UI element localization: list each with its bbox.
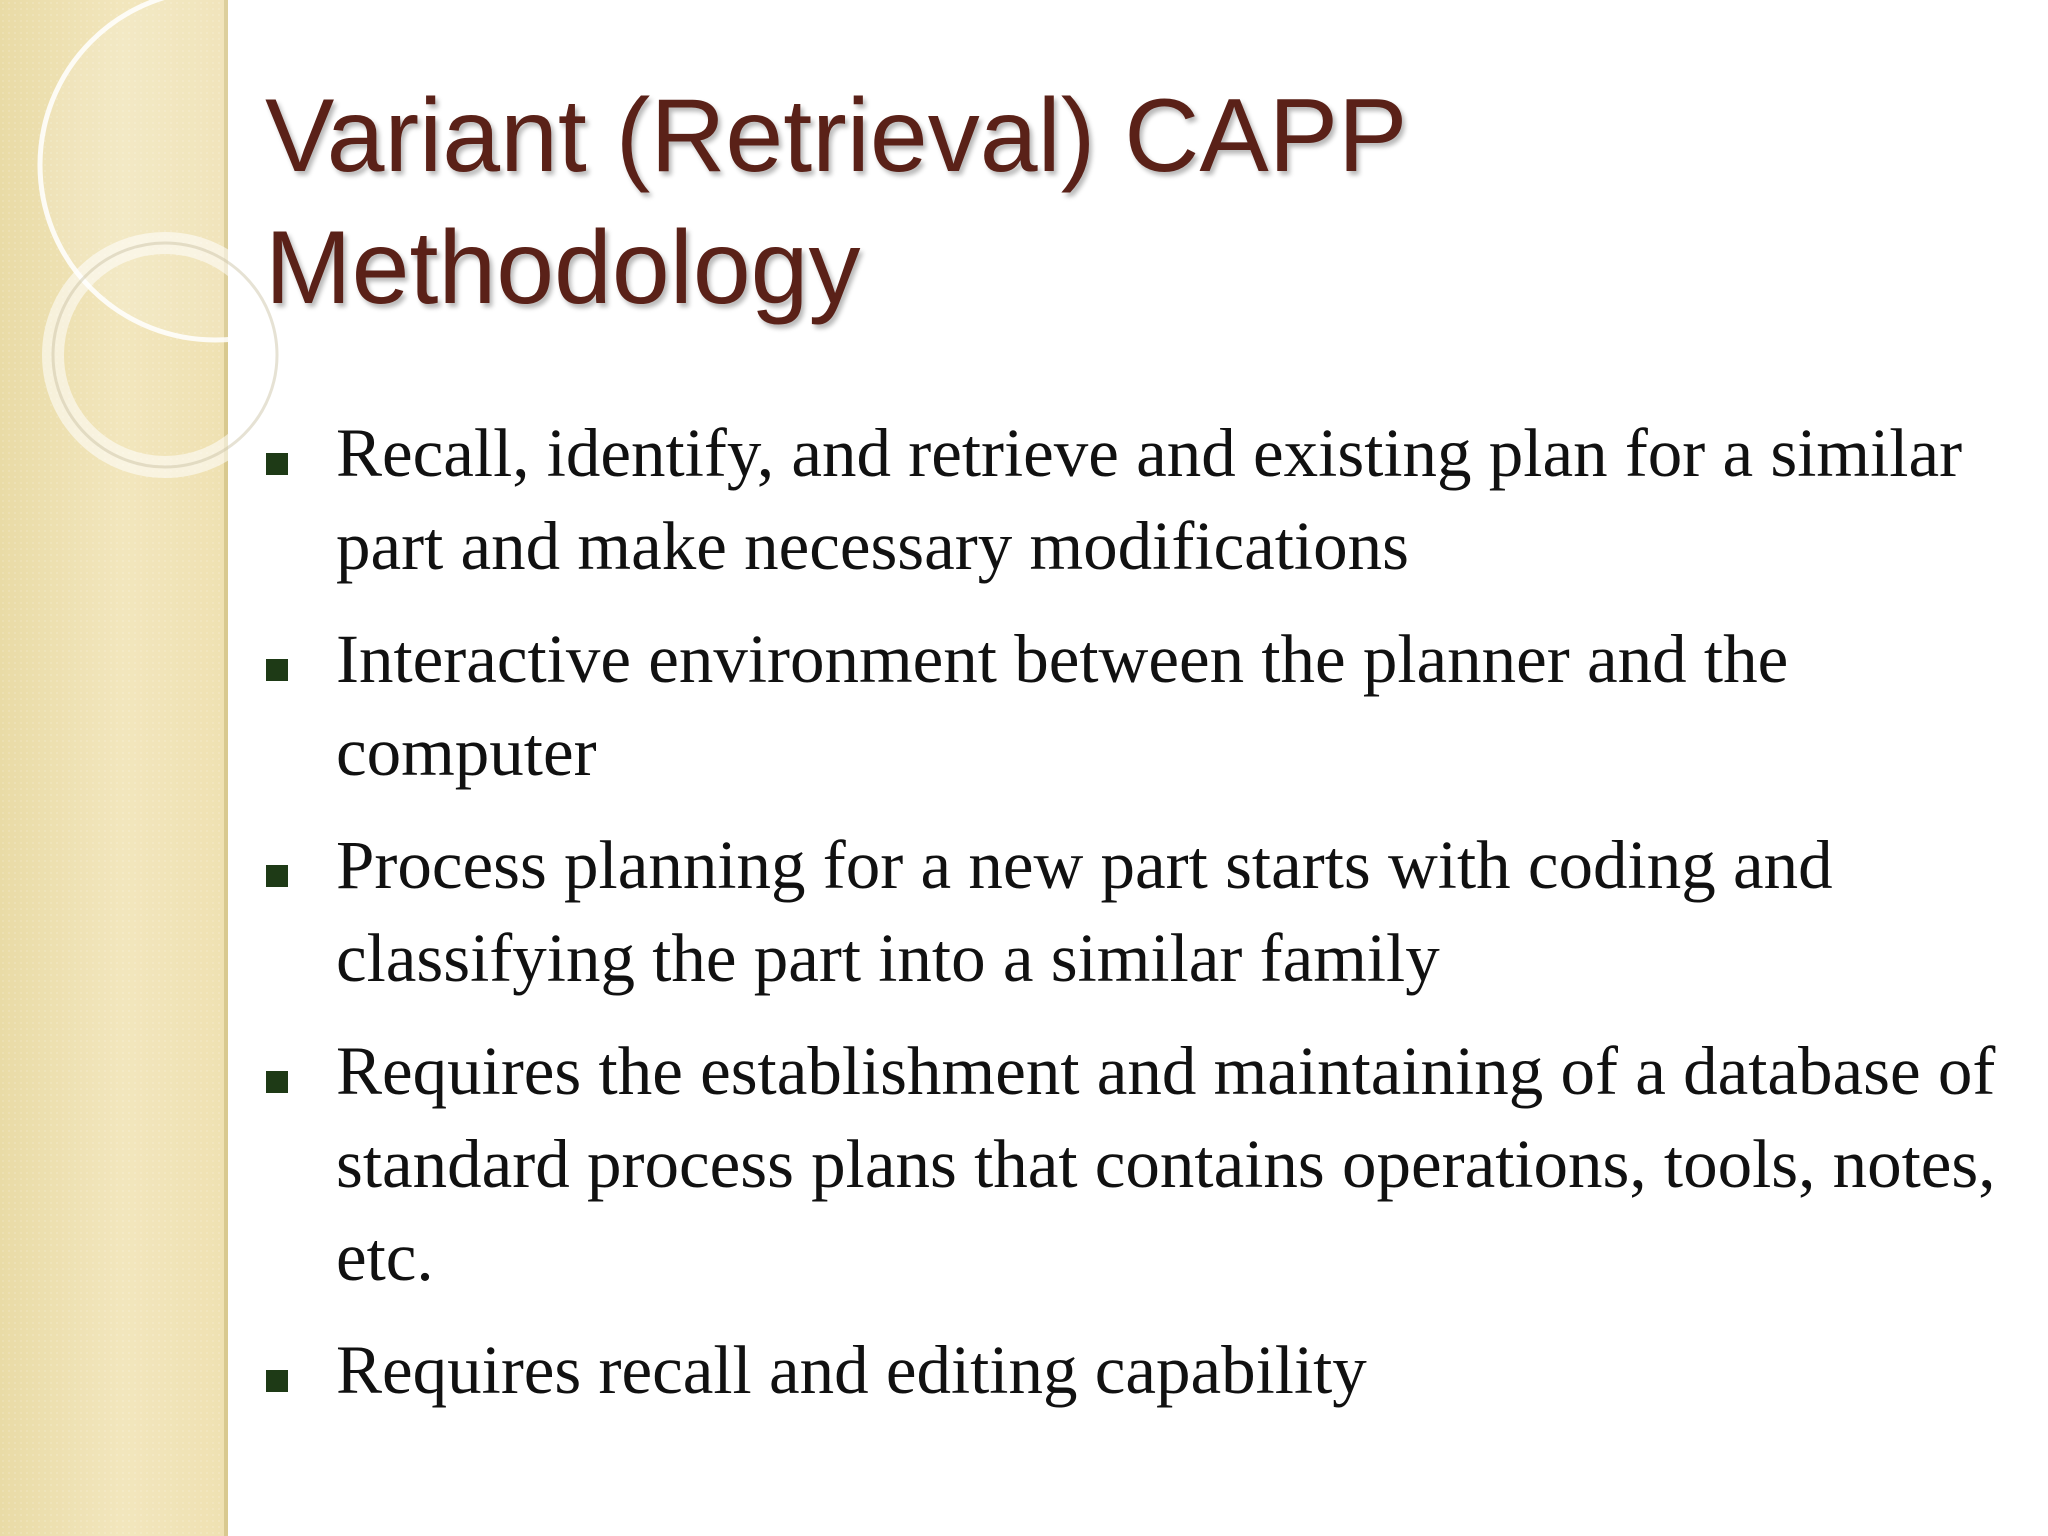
bullet-item — [262, 1025, 2022, 1304]
bullet-text: Interactive environment between the planner and the computer — [336, 621, 1789, 790]
bullet-item — [262, 819, 2022, 1005]
bullet-item — [262, 613, 2022, 799]
square-bullet-icon — [266, 1370, 288, 1392]
bullet-text: Requires recall and editing capability — [336, 1332, 1367, 1408]
bullet-text: Recall, identify, and retrieve and existing plan for a similar part and make necessary modifications — [336, 415, 1963, 584]
square-bullet-icon — [266, 865, 288, 887]
square-bullet-icon — [266, 659, 288, 681]
bullet-text: Requires the establishment and maintaining of a database of standard process plans that contains operations, tools, notes, etc. — [336, 1033, 1996, 1295]
slide-title: Variant (Retrieval) CAPP Methodology — [265, 78, 1406, 326]
bullet-item — [262, 1324, 2022, 1417]
square-bullet-icon — [266, 453, 288, 475]
square-bullet-icon — [266, 1071, 288, 1093]
bullet-text: Process planning for a new part starts with coding and classifying the part into a similar family — [336, 827, 1833, 996]
bullet-item — [262, 407, 2022, 593]
bullet-list — [262, 407, 2022, 1437]
